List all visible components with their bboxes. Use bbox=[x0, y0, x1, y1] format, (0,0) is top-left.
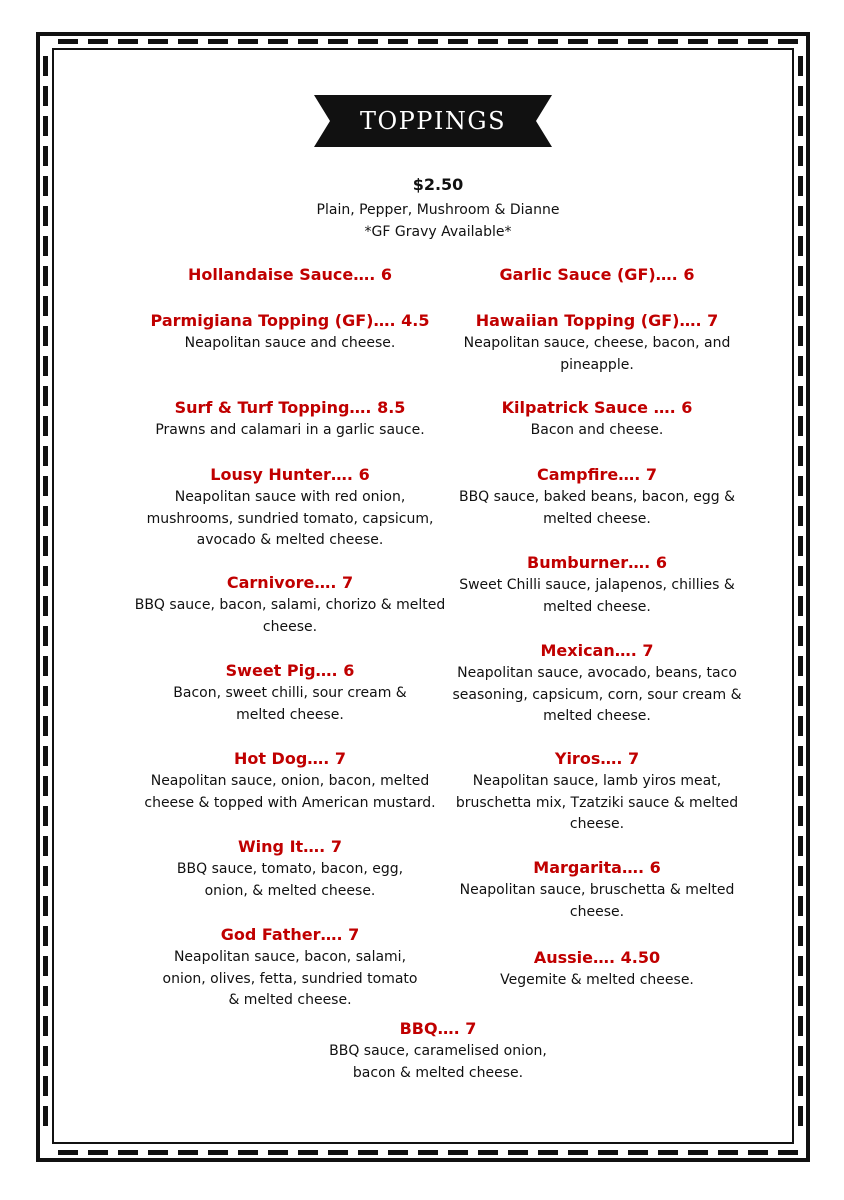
menu-item bbox=[100, 397, 480, 442]
item-title: Hot Dog…. 7 bbox=[233, 749, 347, 768]
menu-item bbox=[447, 264, 747, 286]
base-sauces: Plain, Pepper, Mushroom & Dianne bbox=[316, 202, 560, 218]
menu-item bbox=[100, 572, 480, 638]
item-title: Hollandaise Sauce…. 6 bbox=[187, 265, 393, 284]
item-description: Prawns and calamari in a garlic sauce. bbox=[155, 422, 425, 438]
item-description: BBQ sauce, tomato, bacon, egg, onion, & melted cheese. bbox=[176, 861, 404, 899]
item-title: BBQ…. 7 bbox=[399, 1019, 477, 1038]
item-description: Bacon and cheese. bbox=[530, 422, 664, 438]
menu-item bbox=[100, 264, 480, 286]
item-description: Bacon, sweet chilli, sour cream & melted cheese. bbox=[173, 685, 407, 723]
item-title: Surf & Turf Topping…. 8.5 bbox=[174, 398, 406, 417]
menu-item bbox=[100, 924, 480, 1012]
menu-item bbox=[447, 397, 747, 442]
title-banner bbox=[314, 95, 552, 147]
item-title: Kilpatrick Sauce …. 6 bbox=[501, 398, 693, 417]
item-description: Vegemite & melted cheese. bbox=[500, 972, 694, 988]
item-title: Parmigiana Topping (GF)…. 4.5 bbox=[150, 311, 430, 330]
menu-item bbox=[447, 552, 747, 618]
menu-item bbox=[447, 947, 747, 992]
menu-item bbox=[447, 310, 747, 376]
menu-item bbox=[222, 1018, 654, 1084]
item-title: Garlic Sauce (GF)…. 6 bbox=[499, 265, 695, 284]
item-description: Neapolitan sauce and cheese. bbox=[184, 335, 396, 351]
item-description: Sweet Chilli sauce, jalapenos, chillies & melted cheese. bbox=[459, 577, 735, 615]
item-title: Campfire…. 7 bbox=[536, 465, 658, 484]
menu-item bbox=[100, 464, 480, 552]
item-description: BBQ sauce, bacon, salami, chorizo & melted cheese. bbox=[134, 597, 446, 635]
menu-item bbox=[100, 660, 480, 726]
menu-item bbox=[447, 857, 747, 923]
item-description: Neapolitan sauce, avocado, beans, taco seasoning, capsicum, corn, sour cream & melted cheese. bbox=[452, 665, 742, 724]
base-price: $2.50 bbox=[412, 175, 464, 194]
menu-item bbox=[100, 310, 480, 355]
item-description: Neapolitan sauce, bacon, salami, onion, olives, fetta, sundried tomato & melted cheese. bbox=[162, 949, 418, 1008]
item-description: Neapolitan sauce, onion, bacon, melted cheese & topped with American mustard. bbox=[144, 773, 436, 811]
menu-item bbox=[447, 748, 747, 836]
item-title: Hawaiian Topping (GF)…. 7 bbox=[475, 311, 719, 330]
item-title: Bumburner…. 6 bbox=[527, 553, 667, 572]
item-description: Neapolitan sauce, lamb yiros meat, bruschetta mix, Tzatziki sauce & melted cheese. bbox=[455, 773, 739, 832]
item-description: Neapolitan sauce with red onion, mushrooms, sundried tomato, capsicum, avocado & melted cheese. bbox=[146, 489, 434, 548]
item-description: Neapolitan sauce, cheese, bacon, and pineapple. bbox=[463, 335, 731, 373]
menu-item bbox=[100, 748, 480, 814]
menu-item bbox=[447, 640, 747, 728]
item-title: Lousy Hunter…. 6 bbox=[210, 465, 370, 484]
gf-gravy-note: *GF Gravy Available* bbox=[364, 224, 512, 240]
item-title: Sweet Pig…. 6 bbox=[225, 661, 355, 680]
item-description: Neapolitan sauce, bruschetta & melted cheese. bbox=[459, 882, 735, 920]
item-title: Wing It…. 7 bbox=[238, 837, 342, 856]
menu-item bbox=[447, 464, 747, 530]
item-title: God Father…. 7 bbox=[220, 925, 360, 944]
item-description: BBQ sauce, baked beans, bacon, egg & melted cheese. bbox=[458, 489, 736, 527]
item-title: Mexican…. 7 bbox=[540, 641, 654, 660]
item-title: Yiros…. 7 bbox=[554, 749, 640, 768]
menu-item bbox=[100, 836, 480, 902]
item-title: Margarita…. 6 bbox=[533, 858, 661, 877]
page-title: TOPPINGS bbox=[359, 107, 507, 135]
item-title: Aussie…. 4.50 bbox=[533, 948, 661, 967]
item-description: BBQ sauce, caramelised onion, bacon & melted cheese. bbox=[329, 1043, 547, 1081]
item-title: Carnivore…. 7 bbox=[226, 573, 354, 592]
